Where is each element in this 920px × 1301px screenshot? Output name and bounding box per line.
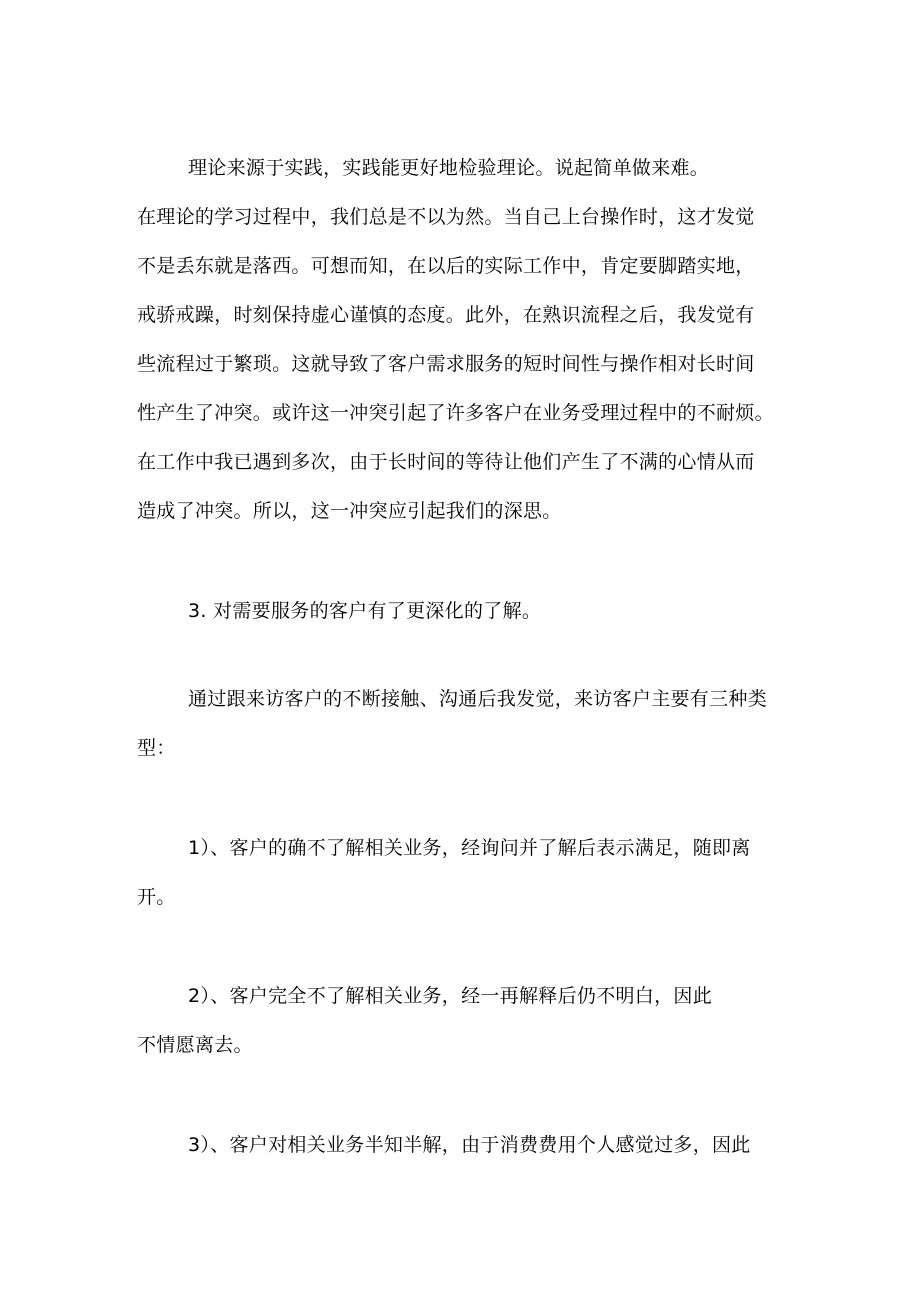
customer-type-3-line-1: 3）、客户对相关业务半知半解，由于消费费用个人感觉过多，因此 [188,1134,751,1156]
section-heading-3: 3. 对需要服务的客户有了更深化的了解。 [188,600,542,622]
paragraph-1-line-8: 造成了冲突。所以，这一冲突应引起我们的深思。 [137,500,562,522]
paragraph-1-line-6: 性产生了冲突。或许这一冲突引起了许多客户在业务受理过程中的不耐烦。 [137,402,774,424]
customer-type-2-line-2: 不情愿离去。 [137,1034,253,1056]
paragraph-1-line-5: 些流程过于繁琐。这就导致了客户需求服务的短时间性与操作相对长时间 [137,353,755,375]
customer-type-1-line-2: 开。 [137,886,176,908]
customer-type-2-line-1: 2）、客户完全不了解相关业务，经一再解释后仍不明白，因此 [188,985,712,1007]
customer-type-1-line-1: 1）、客户的确不了解相关业务，经询问并了解后表示满足，随即离 [188,837,751,859]
paragraph-1-line-4: 戒骄戒躁，时刻保持虚心谨慎的态度。此外，在熟识流程之后，我发觉有 [137,304,755,326]
paragraph-1-line-3: 不是丢东就是落西。可想而知，在以后的实际工作中，肯定要脚踏实地， [137,255,755,277]
paragraph-1-line-1: 理论来源于实践，实践能更好地检验理论。说起简单做来难。 [188,157,710,179]
paragraph-3-line-2: 型： [137,737,176,759]
paragraph-3-line-1: 通过跟来访客户的不断接触、沟通后我发觉，来访客户主要有三种类 [188,688,768,710]
paragraph-1-line-7: 在工作中我已遇到多次，由于长时间的等待让他们产生了不满的心情从而 [137,451,755,473]
paragraph-1-line-2: 在理论的学习过程中，我们总是不以为然。当自己上台操作时，这才发觉 [137,206,755,228]
